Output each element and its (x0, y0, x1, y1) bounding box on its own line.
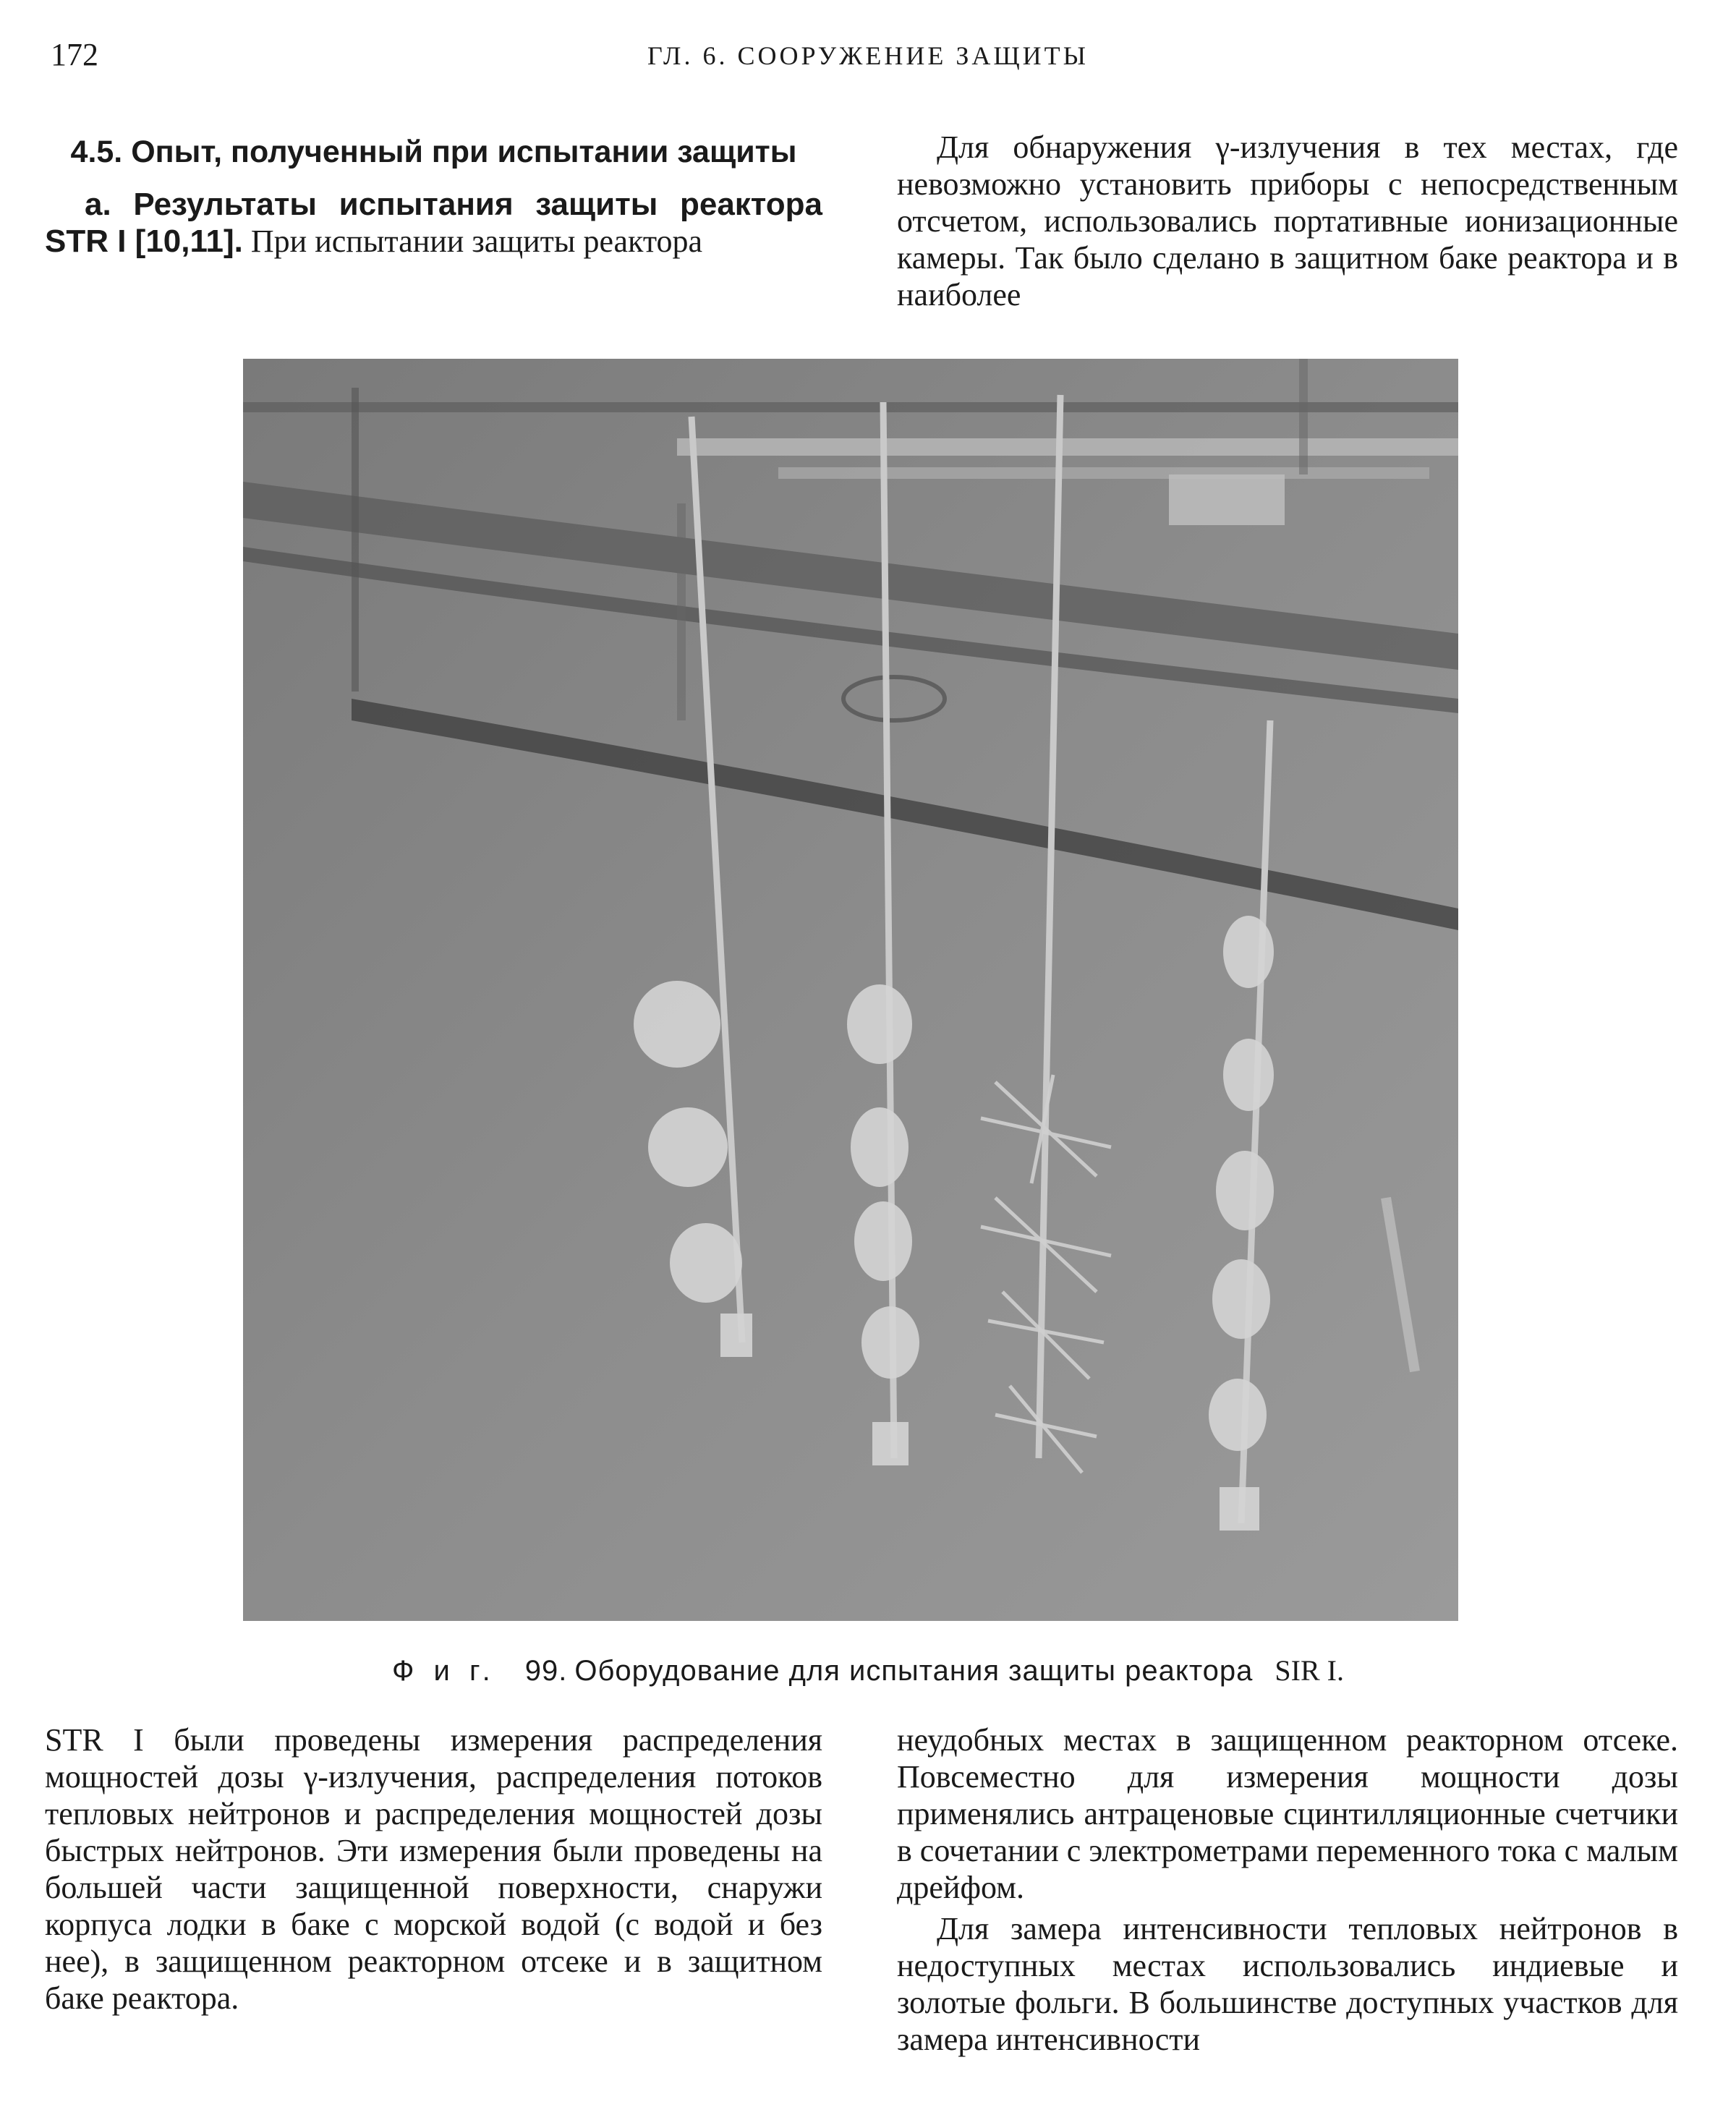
top-right-paragraph: Для обнаружения γ-излучения в тех местах, где невозможно установить приборы с непосредственным отсчетом, использовались портативные ионизационные камеры. Так было сделано в защитном баке реактора и в наиболее (897, 129, 1678, 312)
subsection-paragraph (45, 186, 822, 260)
section-heading: 4.5. Опыт, полученный при испытании защиты (70, 135, 797, 169)
bottom-right-paragraph-1: неудобных местах в защищенном реакторном отсеке. Повсеместно для измерения мощности дозы применялись антраценовые сцинтилляционные счетчики в сочетании с электрометрами переменного тока с малым дрейфом. (897, 1722, 1678, 1905)
figure-caption-suffix: SIR I. (1275, 1654, 1344, 1687)
bottom-left-paragraph: STR I были проведены измерения распределения мощностей дозы γ-излучения, распределения потоков тепловых нейтронов и распределения мощностей дозы быстрых нейтронов. Эти измерения были проведены на большей части защищенной поверхности, снаружи корпуса лодки в баке с морской водой (с водой и без нее), в защищенном реакторном отсеке и в защитном баке реактора. (45, 1722, 822, 2016)
bottom-right-column (897, 1721, 1678, 2058)
bottom-left-column (45, 1721, 822, 2017)
figure-caption (0, 1653, 1736, 1687)
top-right-column (897, 129, 1678, 313)
running-title: ГЛ. 6. СООРУЖЕНИЕ ЗАЩИТЫ (647, 41, 1089, 70)
subsection-heading: а. Результаты испытания защиты реактора STR I [10,11]. (45, 187, 822, 259)
figure-number: 99. (524, 1655, 568, 1687)
figure-photo (243, 359, 1458, 1621)
bottom-right-paragraph-2: Для замера интенсивности тепловых нейтронов в недоступных местах использовались индиевые и золотые фольги. В большинстве доступных участков для замера интенсивности (897, 1911, 1678, 2057)
subsection-text: При испытании защиты реактора (242, 224, 703, 259)
page-number: 172 (51, 37, 98, 72)
top-left-column (45, 134, 822, 260)
figure-label: Ф и г. (391, 1655, 496, 1687)
figure-caption-text: Оборудование для испытания защиты реактора (574, 1655, 1254, 1687)
